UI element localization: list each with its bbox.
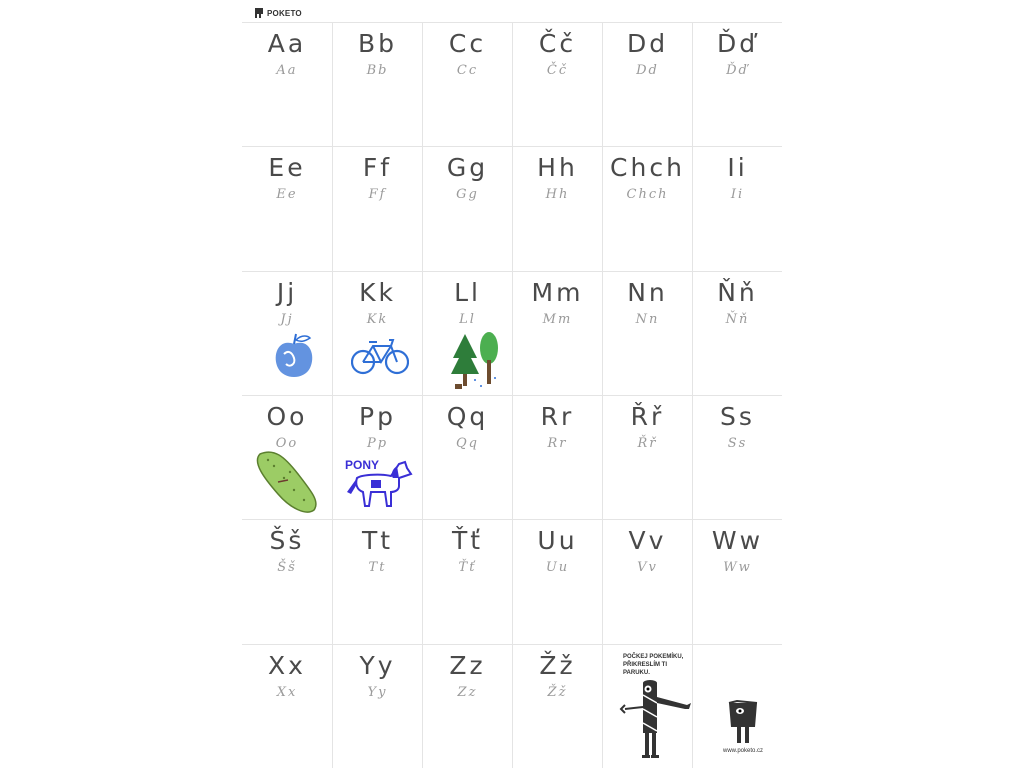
print-letter: Qq	[446, 401, 489, 431]
script-letter: Ww	[723, 560, 752, 576]
print-letter: Ff	[362, 153, 393, 183]
script-letter: Rr	[547, 435, 568, 451]
print-letter: Chch	[610, 153, 685, 183]
letter-cell	[242, 271, 332, 395]
script-letter: Tt	[368, 560, 387, 576]
script-letter: Uu	[545, 560, 570, 576]
letter-cell	[602, 271, 692, 395]
print-letter: Gg	[446, 153, 489, 183]
script-letter: Gg	[456, 187, 479, 203]
letter-cell	[602, 146, 692, 270]
script-letter: Xx	[276, 684, 298, 700]
pony-label: PONY	[345, 457, 380, 472]
pencil-mascot-drawing	[615, 675, 693, 759]
letter-cell	[332, 271, 422, 395]
apple-drawing	[272, 332, 316, 380]
letter-cell	[242, 395, 332, 519]
letter-cell	[422, 22, 512, 146]
print-letter: Ww	[711, 526, 764, 556]
letter-cell	[422, 271, 512, 395]
script-letter: Mm	[542, 311, 573, 327]
script-letter: Qq	[456, 435, 479, 451]
print-letter: Vv	[628, 526, 667, 556]
letter-cell	[242, 146, 332, 270]
letter-cell	[332, 146, 422, 270]
letter-cell	[332, 519, 422, 643]
letter-cell	[512, 22, 602, 146]
letter-cell	[602, 519, 692, 643]
speech-line: PŘIKRESLÍM TI PARUKU.	[623, 661, 668, 676]
print-letter: Žž	[539, 650, 576, 680]
letter-cell	[512, 519, 602, 643]
print-letter: Hh	[537, 153, 578, 183]
letter-cell	[512, 395, 602, 519]
print-letter: Nn	[627, 277, 668, 307]
pokemik-figure-drawing	[727, 699, 759, 745]
speech-line: POČKEJ POKEMÍKU,	[623, 653, 684, 660]
print-letter: Šš	[269, 526, 305, 556]
script-letter: Ňň	[725, 311, 750, 327]
brand-logo	[254, 6, 302, 20]
letter-cell	[422, 519, 512, 643]
letter-cell	[602, 395, 692, 519]
print-letter: Zz	[449, 650, 486, 680]
script-letter: Aa	[276, 63, 298, 78]
script-letter: Hh	[545, 187, 570, 203]
print-letter: Ee	[268, 153, 306, 183]
trees-drawing	[451, 330, 501, 390]
letter-cell	[512, 146, 602, 270]
letter-cell	[692, 22, 782, 146]
print-letter: Yy	[359, 650, 396, 680]
letter-cell	[332, 644, 422, 768]
print-letter: Ťť	[451, 526, 484, 556]
letter-cell	[422, 395, 512, 519]
script-letter: Dd	[636, 63, 659, 78]
script-letter: Ťť	[458, 560, 477, 576]
letter-cell	[692, 146, 782, 270]
letter-cell	[332, 395, 422, 519]
mascot-cell	[602, 644, 692, 768]
print-letter: Dd	[626, 29, 669, 58]
cucumber-drawing	[254, 448, 322, 514]
print-letter: Čč	[538, 29, 577, 58]
script-letter: Zz	[457, 684, 478, 700]
script-letter: Bb	[366, 63, 389, 78]
alphabet-sheet	[242, 0, 782, 768]
script-letter: Nn	[635, 311, 660, 327]
letter-cell	[242, 22, 332, 146]
print-letter: Ďď	[716, 29, 759, 58]
mascot-cell	[692, 644, 782, 768]
print-letter: Oo	[266, 401, 308, 431]
script-letter: Čč	[546, 63, 569, 78]
print-letter: Ll	[454, 277, 481, 307]
print-letter: Aa	[267, 29, 307, 58]
print-letter: Pp	[359, 401, 396, 431]
letter-cell	[422, 146, 512, 270]
letter-cell	[242, 519, 332, 643]
letter-cell	[692, 519, 782, 643]
letter-cell	[692, 271, 782, 395]
print-letter: Cc	[448, 29, 487, 58]
script-letter: Jj	[280, 311, 294, 327]
letter-cell	[692, 395, 782, 519]
script-letter: Ee	[276, 187, 298, 203]
bicycle-drawing	[351, 336, 409, 376]
print-letter: Kk	[359, 277, 396, 307]
letter-cell	[512, 644, 602, 768]
print-letter: Uu	[537, 526, 578, 556]
letter-cell	[422, 644, 512, 768]
script-letter: Oo	[275, 435, 299, 451]
print-letter: Ňň	[717, 277, 758, 307]
print-letter: Rr	[540, 401, 575, 431]
poketo-logo-icon	[254, 7, 264, 19]
letter-grid	[242, 22, 782, 768]
print-letter: Jj	[276, 277, 298, 307]
print-letter: Tt	[361, 526, 394, 556]
script-letter: Ll	[459, 311, 476, 327]
script-letter: Ďď	[726, 63, 749, 78]
print-letter: Bb	[357, 29, 398, 58]
letter-cell	[242, 644, 332, 768]
speech-text	[623, 653, 692, 677]
script-letter: Cc	[456, 63, 479, 78]
letter-cell	[512, 271, 602, 395]
script-letter: Řř	[637, 435, 658, 451]
print-letter: Řř	[630, 401, 665, 431]
script-letter: Kk	[366, 311, 389, 327]
script-letter: Ii	[730, 187, 745, 203]
script-letter: Ss	[727, 435, 748, 451]
brand-name: POKETO	[267, 8, 302, 18]
letter-cell	[602, 22, 692, 146]
script-letter: Šš	[277, 560, 297, 576]
script-letter: Pp	[366, 435, 389, 451]
website-text: www.poketo.cz	[723, 747, 764, 754]
script-letter: Chch	[626, 187, 669, 203]
print-letter: Mm	[531, 277, 584, 307]
print-letter: Ii	[727, 153, 748, 183]
script-letter: Žž	[547, 684, 568, 700]
script-letter: Yy	[367, 684, 388, 700]
print-letter: Ss	[720, 401, 755, 431]
script-letter: Ff	[368, 187, 387, 203]
letter-cell	[332, 22, 422, 146]
print-letter: Xx	[268, 650, 306, 680]
script-letter: Vv	[637, 560, 658, 576]
